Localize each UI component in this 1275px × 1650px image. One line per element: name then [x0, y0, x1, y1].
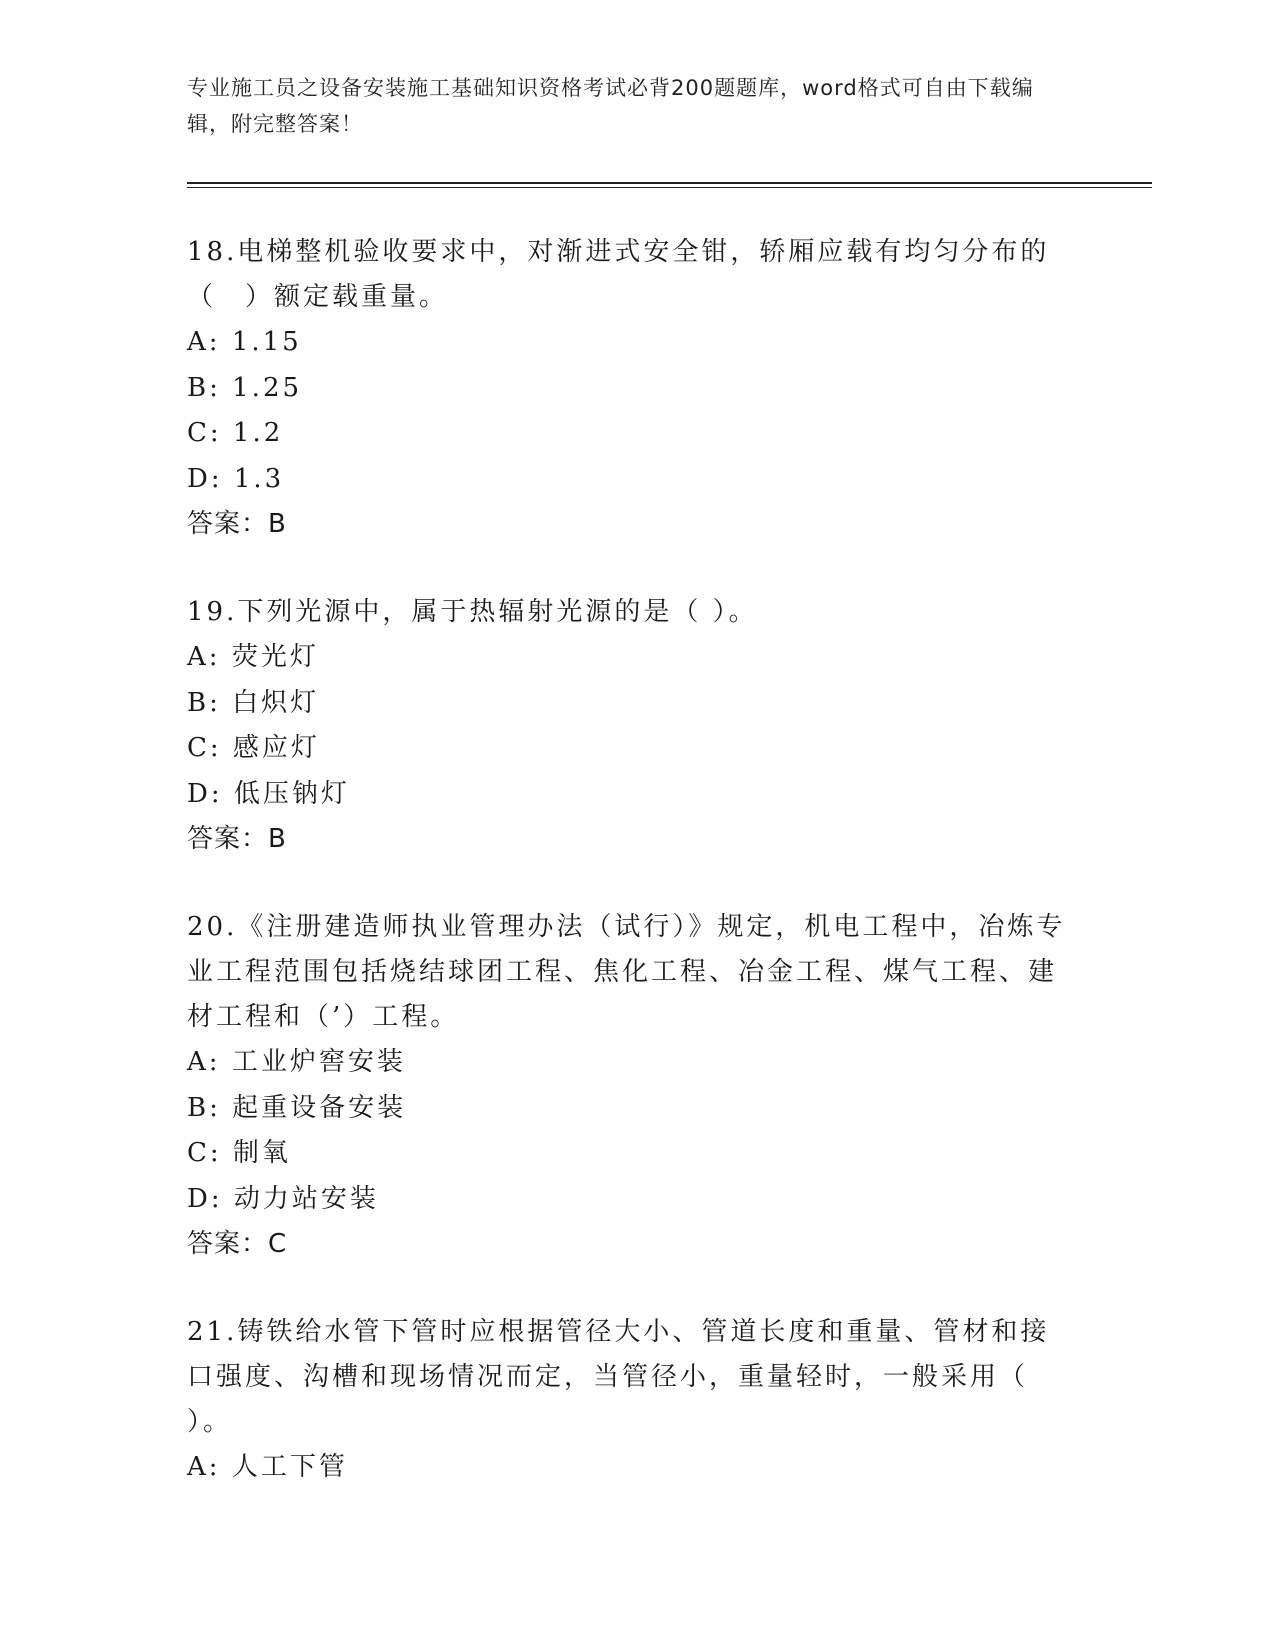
option-a: [187, 1040, 1067, 1086]
option-value: 动力站安装: [233, 1183, 379, 1214]
option-key: B:: [187, 1092, 221, 1123]
answer-line: 答案：B: [187, 824, 287, 854]
option-value: 1.3: [233, 463, 285, 494]
option-a: [187, 1445, 1067, 1491]
document-header: 专业施工员之设备安装施工基础知识资格考试必背200题题库，word格式可自由下载编辑，附完整答案！: [187, 76, 1034, 136]
option-value: 人工下管: [231, 1452, 348, 1482]
option-c: [187, 1131, 1067, 1177]
option-value: 1.25: [232, 372, 303, 403]
option-value: 1.15: [231, 327, 302, 357]
option-key: A:: [187, 1452, 221, 1482]
option-key: D:: [187, 778, 223, 809]
question-text: 21.铸铁给水管下管时应根据管径大小、管道长度和重量、管材和接口强度、沟槽和现场情况而定，当管径小，重量轻时，一般采用（ ）。: [187, 1317, 1050, 1437]
option-key: A:: [187, 642, 221, 672]
option-value: 感应灯: [232, 733, 320, 763]
header-divider: [187, 182, 1152, 188]
option-d: [187, 772, 1067, 818]
option-b: [187, 1086, 1067, 1132]
option-key: B:: [187, 372, 221, 403]
option-a: [187, 635, 1067, 681]
answer-line: 答案：C: [187, 1229, 288, 1259]
option-b: [187, 366, 1067, 412]
question-18: [187, 230, 1067, 547]
option-key: D:: [187, 463, 223, 494]
document-page: [187, 70, 1147, 1534]
option-value: 白炽灯: [232, 687, 320, 718]
option-value: 1.2: [232, 418, 284, 448]
option-key: C:: [187, 418, 222, 448]
question-19: [187, 590, 1067, 862]
option-d: [187, 1177, 1067, 1223]
question-text: 19.下列光源中，属于热辐射光源的是（ ）。: [187, 597, 758, 627]
option-d: [187, 457, 1067, 503]
answer-line: 答案：B: [187, 509, 287, 539]
option-key: C:: [187, 733, 222, 763]
option-value: 工业炉窖安装: [231, 1047, 406, 1077]
option-value: 低压钠灯: [233, 778, 350, 809]
option-value: 制氧: [232, 1138, 291, 1168]
option-key: A:: [187, 327, 221, 357]
option-key: A:: [187, 1047, 221, 1077]
question-text: 20.《注册建造师执业管理办法（试行）》规定，机电工程中，冶炼专业工程范围包括烧结球团工程、焦化工程、冶金工程、煤气工程、建材工程和（’）工程。: [187, 912, 1066, 1032]
option-key: B:: [187, 687, 221, 718]
question-text: 18.电梯整机验收要求中，对渐进式安全钳，轿厢应载有均匀分布的（ ）额定载重量。: [187, 237, 1050, 312]
option-c: [187, 411, 1067, 457]
option-b: [187, 681, 1067, 727]
question-21: [187, 1310, 1067, 1491]
option-a: [187, 320, 1067, 366]
option-key: D:: [187, 1183, 223, 1214]
option-value: 荧光灯: [231, 642, 319, 672]
option-key: C:: [187, 1138, 222, 1168]
question-20: [187, 905, 1067, 1267]
option-c: [187, 726, 1067, 772]
question-list: [187, 230, 1067, 1491]
option-value: 起重设备安装: [232, 1092, 407, 1123]
